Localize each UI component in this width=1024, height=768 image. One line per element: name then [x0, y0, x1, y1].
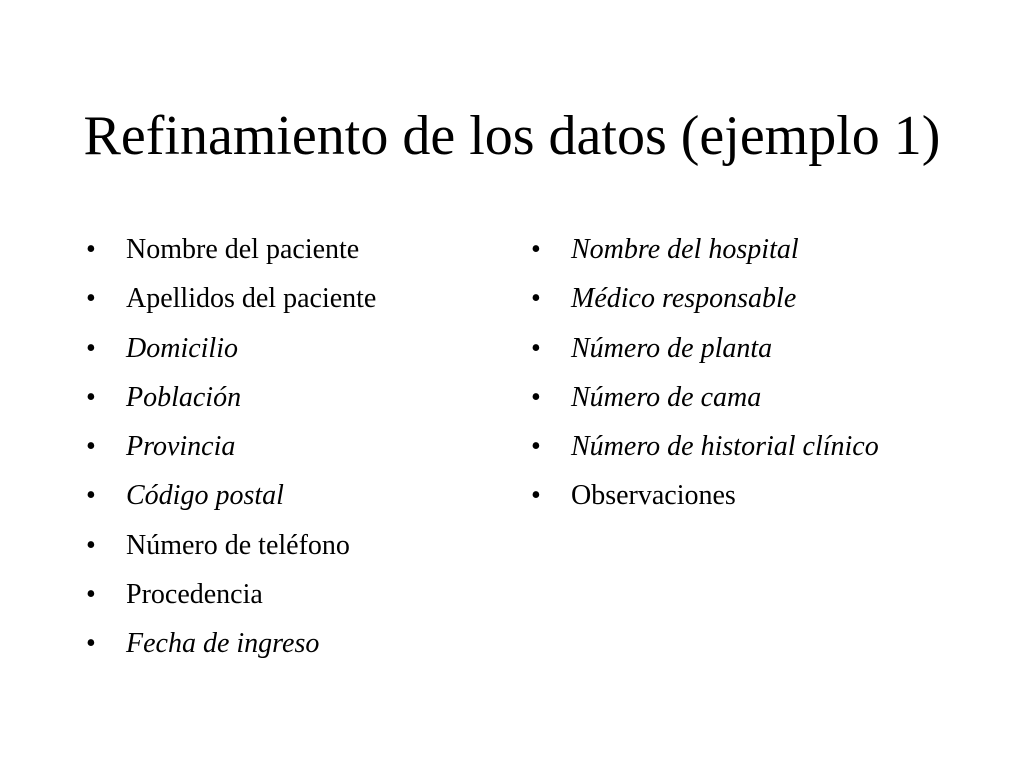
- list-item-label: Número de planta: [571, 332, 773, 364]
- slide-title: Refinamiento de los datos (ejemplo 1): [83, 105, 941, 167]
- right-bullet-list: [531, 225, 879, 521]
- bullet-icon: •: [86, 431, 96, 463]
- bullet-icon: •: [531, 234, 541, 265]
- bullet-icon: •: [86, 332, 96, 364]
- list-item-label: Código postal: [126, 480, 284, 512]
- list-item: [86, 422, 376, 471]
- list-item: [86, 274, 376, 323]
- list-item-label: Observaciones: [571, 480, 736, 512]
- list-item-label: Procedencia: [126, 579, 263, 611]
- list-item-label: Nombre del paciente: [126, 234, 360, 265]
- list-item-label: Apellidos del paciente: [126, 283, 377, 315]
- bullet-icon: •: [86, 283, 96, 315]
- list-item: [86, 471, 376, 520]
- bullet-icon: •: [86, 579, 96, 611]
- list-item-label: Población: [126, 381, 242, 413]
- bullet-icon: •: [531, 480, 541, 512]
- list-item: [86, 373, 376, 422]
- list-item: [86, 324, 376, 373]
- bullet-icon: •: [86, 628, 96, 660]
- list-item-label: Número de historial clínico: [571, 431, 879, 463]
- list-item: [531, 471, 879, 520]
- list-item: [531, 422, 879, 471]
- list-item: [86, 619, 376, 668]
- list-item-label: Número de teléfono: [126, 529, 350, 561]
- list-item-label: Fecha de ingreso: [126, 628, 320, 660]
- list-item: [86, 570, 376, 619]
- list-item: [531, 373, 879, 422]
- bullet-icon: •: [86, 480, 96, 512]
- list-item: [86, 225, 376, 274]
- list-item-label: Provincia: [126, 431, 236, 463]
- bullet-icon: •: [531, 431, 541, 463]
- list-item-label: Médico responsable: [571, 283, 797, 315]
- bullet-icon: •: [531, 381, 541, 413]
- left-bullet-list: [86, 225, 376, 669]
- bullet-icon: •: [86, 381, 96, 413]
- bullet-icon: •: [531, 332, 541, 364]
- list-item: [531, 274, 879, 323]
- bullet-icon: •: [86, 234, 96, 265]
- list-item: [531, 225, 879, 274]
- list-item-label: Nombre del hospital: [571, 234, 799, 265]
- bullet-icon: •: [86, 529, 96, 561]
- list-item: [531, 324, 879, 373]
- list-item-label: Número de cama: [571, 381, 762, 413]
- bullet-icon: •: [531, 283, 541, 315]
- list-item: [86, 521, 376, 570]
- list-item-label: Domicilio: [126, 332, 238, 364]
